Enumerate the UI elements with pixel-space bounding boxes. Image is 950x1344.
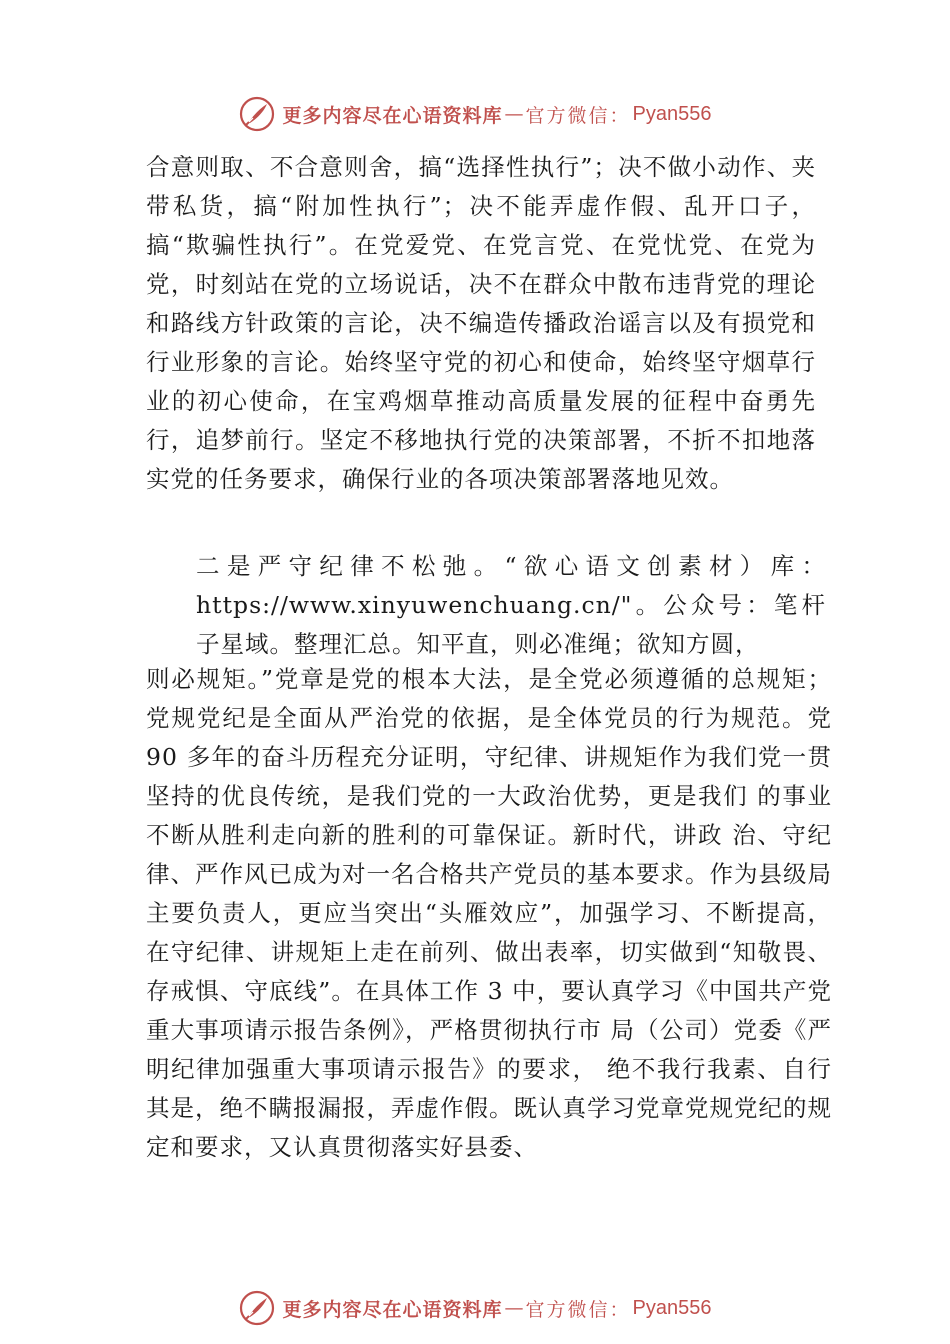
banner-official-label: 官方微信： [525, 104, 631, 127]
footer-banner [0, 1288, 950, 1328]
header-banner [0, 94, 950, 134]
body-paragraph-1: 合意则取、不合意则舍，搞“选择性执行”；决不做小动作、夹带私货，搞“附加性执行”；决不能弄虚作假、乱开口子，搞“欺骗性执行”。在党爱党、在党言党、在党忧党、在党为党，时刻站在党的立场说话，决不在群众中散布违背党的理论和路线方针政策的言论，决不编造传播政治谣言以及有损党和行业形象的言论。始终坚守党的初心和使命，始终坚守烟草行业的初心使命，在宝鸡烟草推动高质量发展的征程中奋勇先行，追梦前行。坚定不移地执行党的决策部署，不折不扣地落实党的任务要求，确保行业的各项决策部署落地见效。 [146, 153, 816, 493]
body-paragraph-2: 二是严守纪律不松弛。“欲心语文创素材）库：https://www.xinyuwenchuang.cn/"。公众号：笔杆子星域。整理汇总。知平直，则必准绳；欲知方圆， [196, 552, 826, 658]
banner-separator: — [504, 103, 524, 125]
banner-official-label: 官方微信： [525, 1298, 631, 1321]
banner-brand-text: 更多内容尽在心语资料库 [282, 104, 503, 127]
banner-separator: — [504, 1297, 524, 1319]
banner-wechat-id: Pyan556 [632, 1296, 712, 1319]
quill-pen-logo-icon [239, 1290, 275, 1326]
banner-brand-text: 更多内容尽在心语资料库 [282, 1298, 503, 1321]
body-paragraph-3: 则必规矩。”党章是党的根本大法，是全党必须遵循的总规矩；党规党纪是全面从严治党的依据，是全体党员的行为规范。党 90 多年的奋斗历程充分证明，守纪律、讲规矩作为我们党一贯坚持的优良传统，是我们党的一大政治优势，更是我们 的事业不断从胜利走向新的胜利的可靠保证。新时代，讲政 治、守纪律、严作风已成为对一名合格共产党员的基本要求。作为县级局主要负责人，更应当突出“头雁效应”，加强学习、不断提高，在守纪律、讲规矩上走在前列、做出表率，切实做到“知敬畏、存戒惧、守底线”。在具体工作 3 中，要认真学习《中国共产党重大事项请示报告条例》，严格贯彻执行市 局（公司）党委《严明纪律加强重大事项请示报告》的要求， 绝不我行我素、自行其是，绝不瞒报漏报，弄虚作假。既认真学习党章党规党纪的规定和要求，又认真贯彻落实好县委、 [146, 665, 832, 1161]
banner-wechat-id: Pyan556 [632, 102, 712, 125]
quill-pen-logo-icon [239, 96, 275, 132]
